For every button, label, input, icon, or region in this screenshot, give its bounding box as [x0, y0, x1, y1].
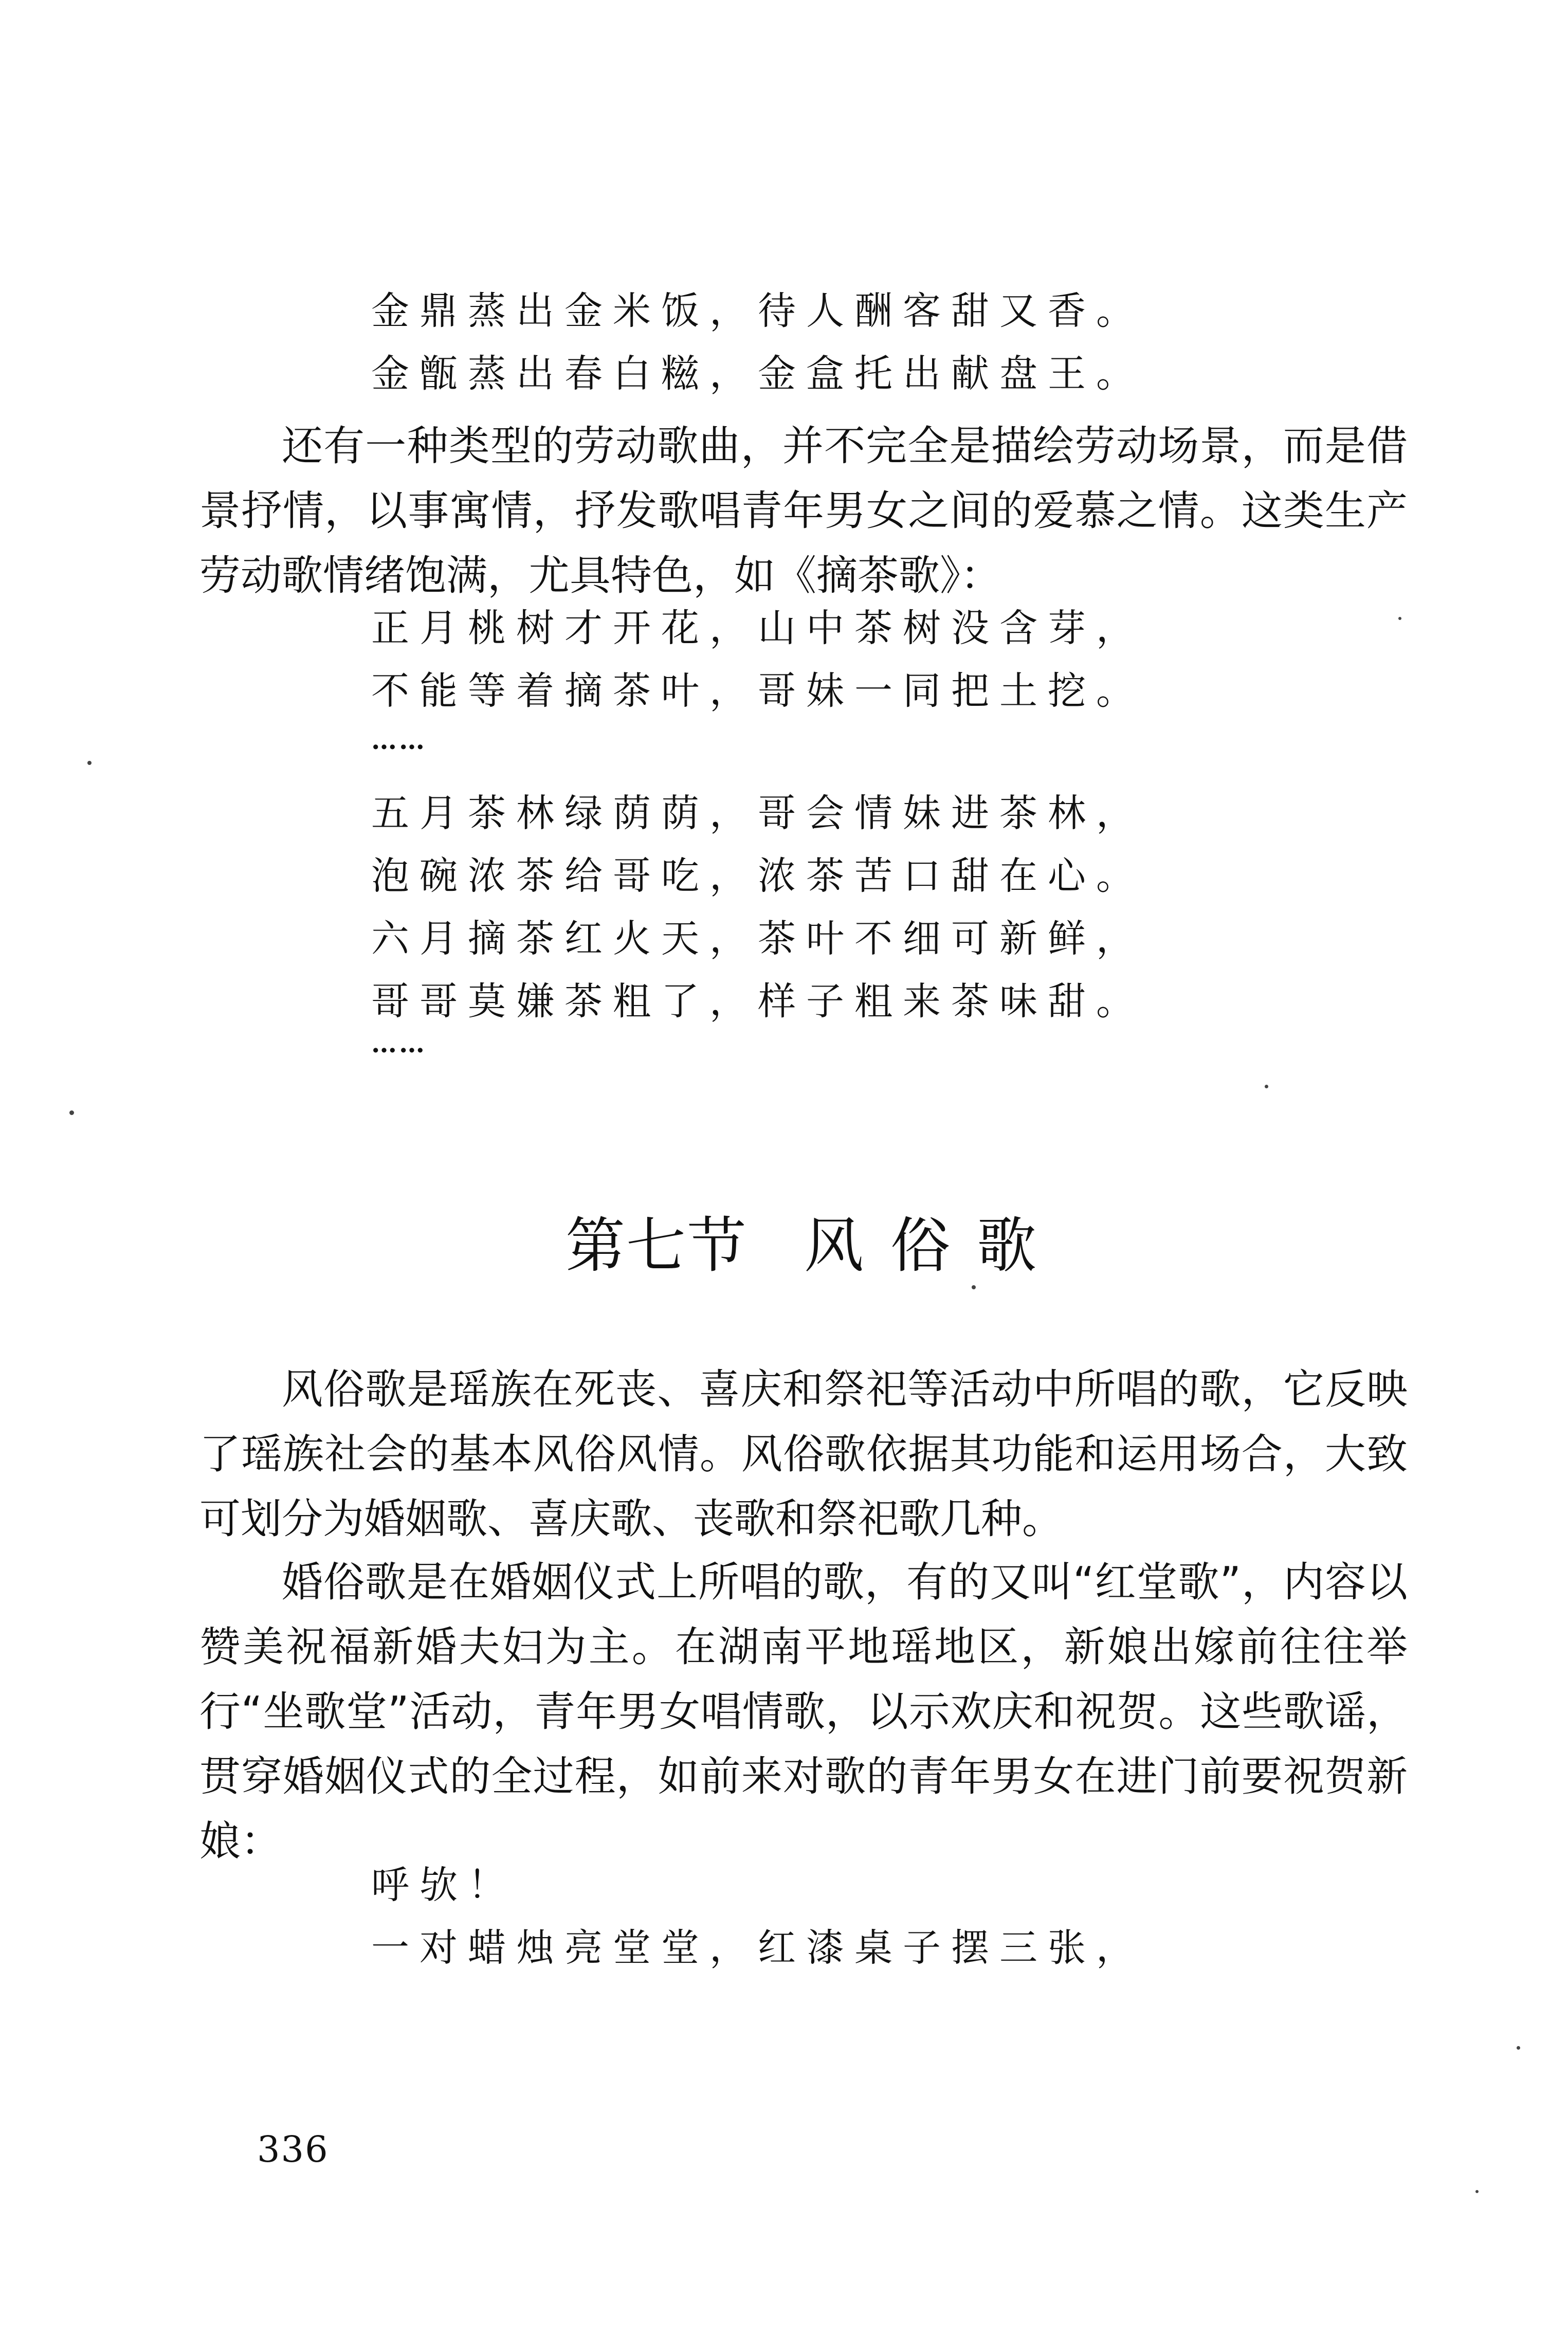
section-number: 第七节 [566, 1211, 747, 1281]
section-heading [566, 1198, 1063, 1284]
ellipsis: …… [371, 725, 427, 755]
scan-speck [1475, 2190, 1479, 2193]
wedding-song-line: 呼欤！ [371, 1863, 516, 1907]
verse-line: 金甑蒸出春白糍，金盒托出献盘王。 [371, 352, 1144, 396]
paragraph-custom-songs [199, 1357, 1408, 1552]
tea-song-line: 不能等着摘茶叶，哥妹一同把土挖。 [371, 669, 1144, 713]
scan-speck [1398, 617, 1401, 620]
paragraph-tea-song-intro [199, 414, 1408, 608]
paragraph-text: 婚俗歌是在婚姻仪式上所唱的歌，有的又叫“红堂歌”，内容以赞美祝福新婚夫妇为主。在湖南平地瑶地区，新娘出嫁前往往举行“坐歌堂”活动，青年男女唱情歌，以示欢庆和祝贺。这些歌谣，贯穿婚姻仪式的全过程，如前来对歌的青年男女在进门前要祝贺新娘： [199, 1558, 1408, 1865]
tea-song-line: 正月桃树才开花，山中茶树没含芽， [371, 606, 1144, 650]
page-number: 336 [257, 2128, 329, 2170]
paragraph-text: 风俗歌是瑶族在死丧、喜庆和祭祀等活动中所唱的歌，它反映了瑶族社会的基本风俗风情。风俗歌依据其功能和运用场合，大致可划分为婚姻歌、喜庆歌、丧歌和祭祀歌几种。 [199, 1365, 1408, 1543]
scan-speck [972, 1285, 976, 1289]
scan-speck [69, 1110, 74, 1115]
tea-song-line: 五月茶林绿荫荫，哥会情妹进茶林， [371, 791, 1144, 835]
scan-speck [1517, 2046, 1520, 2050]
wedding-song-line: 一对蜡烛亮堂堂，红漆桌子摆三张， [371, 1926, 1144, 1970]
paragraph-text: 还有一种类型的劳动歌曲，并不完全是描绘劳动场景，而是借景抒情，以事寓情，抒发歌唱青年男女之间的爱慕之情。这类生产劳动歌情绪饱满，尤具特色，如《摘茶歌》： [199, 422, 1408, 599]
tea-song-line: 六月摘茶红火天，茶叶不细可新鲜， [371, 917, 1144, 961]
paragraph-wedding-songs [199, 1550, 1408, 1874]
ellipsis: …… [371, 1028, 427, 1058]
tea-song-line: 泡碗浓茶给哥吃，浓茶苦口甜在心。 [371, 854, 1144, 898]
scan-speck [1265, 1085, 1268, 1088]
section-title: 风俗歌 [804, 1211, 1063, 1281]
tea-song-line: 哥哥莫嫌茶粗了，样子粗来茶味甜。 [371, 979, 1144, 1024]
verse-line: 金鼎蒸出金米饭，待人酬客甜又香。 [371, 289, 1144, 333]
scan-speck [87, 761, 92, 765]
